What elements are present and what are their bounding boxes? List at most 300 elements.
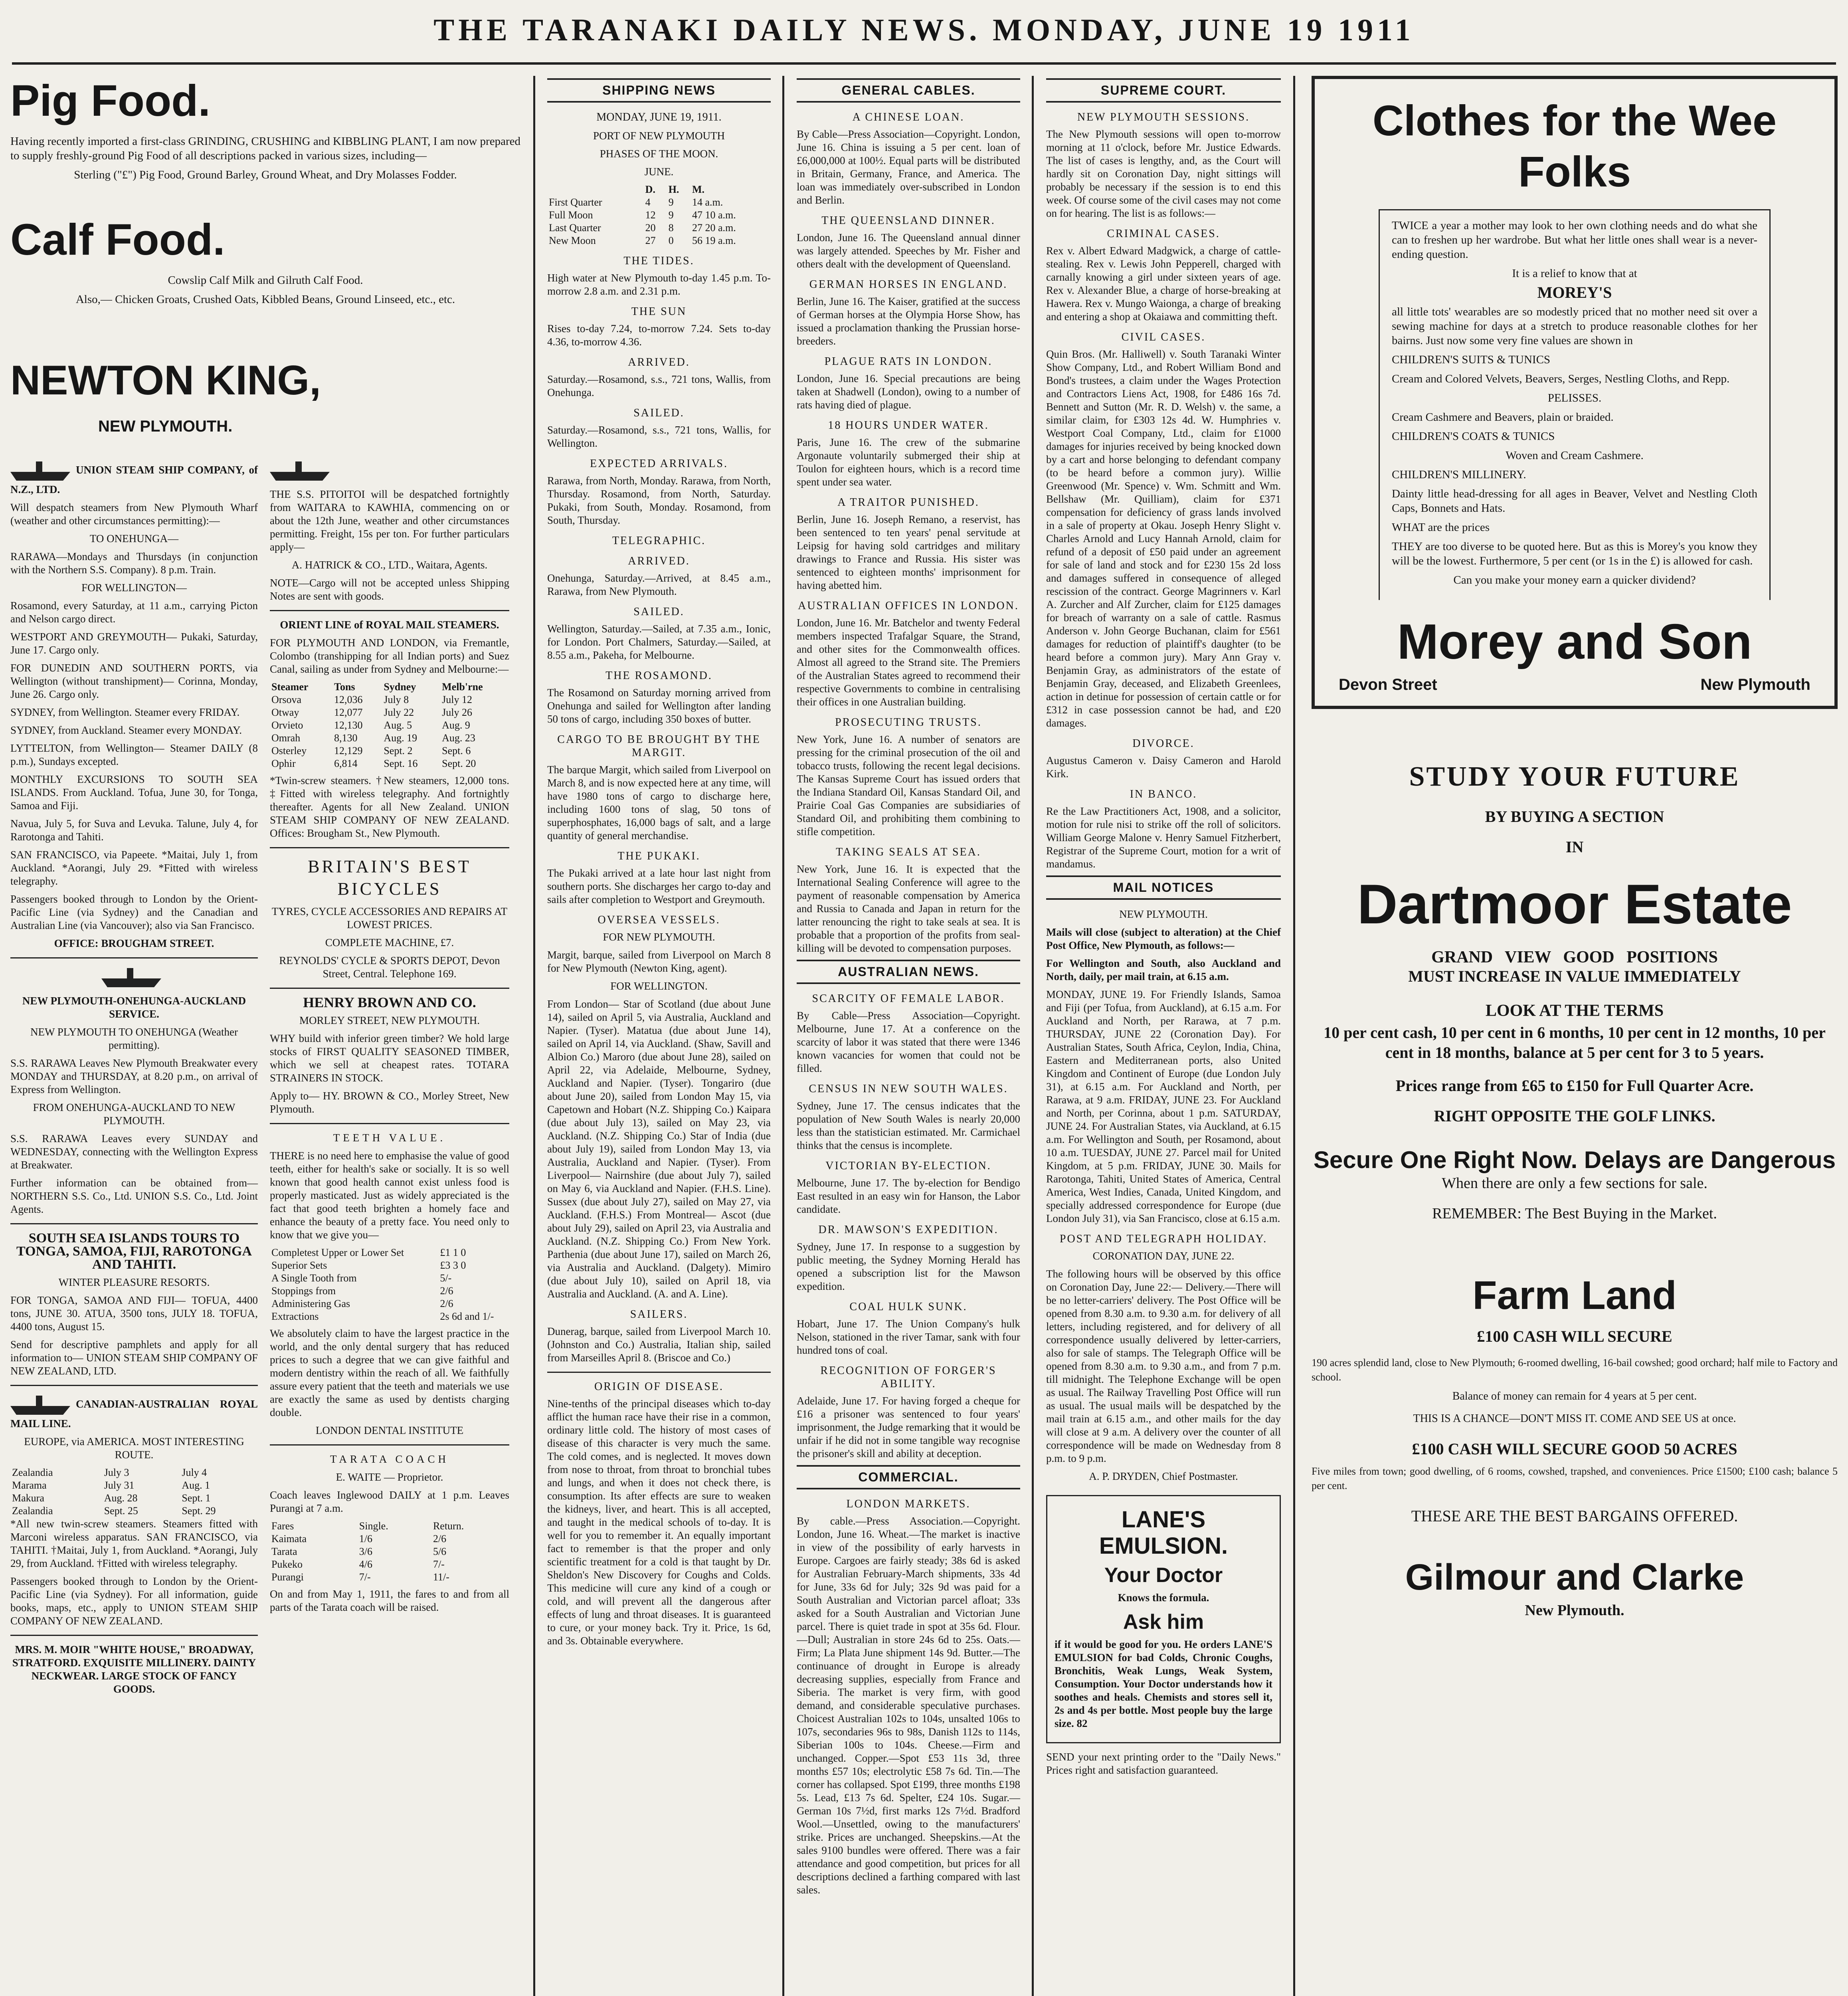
table-cell: Sept. 1 [182,1492,211,1504]
farm2-text: Five miles from town; good dwelling, of 6 rooms, cowshed, trapshed, and conveniences. Price £1500; £100 cash; balance 5 per cent. [1312,1465,1838,1491]
horses-text: Berlin, June 16. The Kaiser, gratified at the success of German horses at the Olympia Horse Show, has issued a proclamation thanking the Prussian horse-breeders. [797,295,1020,347]
scarcity-head: SCARCITY OF FEMALE LABOR. [812,992,1005,1005]
supreme-court-column [1036,76,1291,1996]
pig-food-body: Having recently imported a first-class GRINDING, CRUSHING and KIBBLING PLANT, I am now prepared to supply freshly-ground Pig Food of all descriptions packed in various sizes, including— [10,135,520,162]
expected-text: Rarawa, from North, Monday. Rarawa, from North, Thursday. Rosamond, from North, Saturday. Pukaki, from South, Monday. Rosamond, from South, Thursday. [547,475,771,526]
queensland-head: THE QUEENSLAND DINNER. [821,214,995,227]
traitor-head: A TRAITOR PUNISHED. [837,496,979,509]
arrived-text: Saturday.—Rosamond, s.s., 721 tons, Wallis, from Onehunga. [547,373,771,398]
submarine-head: 18 HOURS UNDER WATER. [828,419,989,432]
table-cell: Full Moon [549,209,593,221]
look-terms: LOOK AT THE TERMS [1485,1002,1664,1020]
relief-text: It is a relief to know that at [1512,267,1637,280]
disease-text: Nine-tenths of the principal diseases which to-day afflict the human race have their rise in a common, ordinary little cold. The history of most cases of disease of this character is very much the same. The cold comes, and is neglected. It moves down from nose to throat, from throat to bronchial tubes and lungs, and when it does not check there, is consumption. Its after effects are sure to weaken the kidneys, liver, and heart. This is all accepted, and taught in the medical schools of to-day. It is well for you to remember it. An equally important fact to remember is that the proper and only scientific treatment for a cold is that taught by Dr. Sheldon's New Discovery for Coughs and Colds. This medicine will cure any kind of a cough or cold, and will prevent all the dangerous after effects of lung and throat diseases. It is guaranteed to cure, or your money back. Try it. Price, 1s 6d, and 3s. Obtainable everywhere. [547,1398,771,1647]
table-cell: Aug. 23 [442,732,475,744]
table-cell: Stoppings from [271,1285,336,1297]
canadian-passengers: Passengers booked through to London by the Orient-Pacific Line (via Sydney). For all information, guide books, maps, etc., apply to UNION STEAM SHIP COMPANY OF NEW ZEALAND. [10,1575,258,1627]
table-cell: 3/6 [359,1546,372,1557]
table-cell: Sept. 6 [442,745,471,756]
commercial-header: COMMERCIAL. [797,1465,1020,1489]
table-cell: Sept. 2 [384,745,413,756]
teeth-row [270,1297,509,1310]
table-cell: New Moon [549,235,596,246]
teeth-body: THERE is no need here to emphasise the value of good teeth, either for health's sake or socially. It is so well known that good health cannot exist unless food is properly masticated. Just as widely appreciated is the fact that good teeth brighten a homely face and enhance the beauty of a pretty face. You need only to know that we give you— [270,1150,509,1241]
orient-row [270,732,509,745]
orient-line-body: FOR PLYMOUTH AND LONDON, via Fremantle, Colombo (transhipping for all Indian ports) and Suez Canal, sailing as under from Sydney and Melbourne:— [270,637,509,675]
table-cell: 9 [668,196,674,208]
onehunga-service-title: NEW PLYMOUTH-ONEHUNGA-AUCKLAND SERVICE. [22,995,246,1020]
table-cell: Tarata [271,1546,297,1557]
table-cell: Single. [359,1520,388,1532]
table-cell: 1/6 [359,1533,372,1545]
moreys-name: MOREY'S [1537,283,1612,301]
cash-50-acres: £100 CASH WILL SECURE GOOD 50 ACRES [1412,1440,1737,1458]
orient-table [270,681,509,770]
mawson-text: Sydney, June 17. In response to a suggestion by public meeting, the Sydney Morning Herald has opened a subscription list for the Mawson expedition. [797,1241,1020,1292]
calf-food-body: Cowslip Calf Milk and Gilruth Calf Food. [168,274,363,287]
horses-head: GERMAN HORSES IN ENGLAND. [809,278,1008,291]
lyttelton-text: LYTTELTON, from Wellington— Steamer DAILY (8 p.m.), Sundays excepted. [10,742,258,767]
canadian-body: EUROPE, via AMERICA. MOST INTERESTING ROUTE. [24,1436,244,1461]
canadian-foot: *All new twin-screw steamers. Steamers fitted with Marconi wireless apparatus. SAN FRANCISCO, via TAHITI. †Maitai, July 1, from Auckland. *Aorangi, July 29, from Auckland. †Fitted with wireless telegraphy. [10,1518,258,1569]
coach-fares [270,1520,509,1584]
column-rule [1032,76,1034,1996]
table-cell: 12,036 [334,694,363,705]
tele-sailed-head: SAILED. [633,606,685,618]
monthly-excursions: MONTHLY EXCURSIONS TO SOUTH SEA ISLANDS. From Auckland. Tofua, June 30, for Tonga, Samoa and Fiji. [10,773,258,812]
chinese-loan-head: A CHINESE LOAN. [852,111,965,123]
table-header-cell: Melb'rne [442,681,483,693]
margit-head: CARGO TO BE BROUGHT BY THE MARGIT. [557,733,761,759]
table-cell: Aug. 1 [182,1479,210,1491]
tides-text: High water at New Plymouth to-day 1.45 p.m. To-morrow 2.8 a.m. and 2.31 p.m. [547,272,771,297]
bargains-text: THESE ARE THE BEST BARGAINS OFFERED. [1411,1507,1738,1525]
table-cell: Aug. 5 [384,719,412,731]
table-cell: Return. [433,1520,464,1532]
coach-row [270,1545,509,1558]
table-cell: 2/6 [433,1533,447,1545]
canadian-row [10,1505,258,1517]
canadian-row [10,1479,258,1492]
golf-links: RIGHT OPPOSITE THE GOLF LINKS. [1434,1107,1715,1125]
general-cables-header: GENERAL CABLES. [797,78,1020,103]
table-header-cell: H. [668,184,679,195]
teeth-row [270,1246,509,1259]
masthead: THE TARANAKI DAILY NEWS. MONDAY, JUNE 19 1911 [433,12,1415,47]
table-cell: Fares [271,1520,294,1532]
britains-best-bicycles: BRITAIN'S BEST BICYCLES [308,857,471,899]
mail-intro: Mails will close (subject to alteration) at the Chief Post Office, New Plymouth, as follows:— [1046,926,1281,951]
table-cell: Aug. 19 [384,732,417,744]
offices-text: London, June 16. Mr. Batchelor and twenty Federal members inspected Trafalgar Square, the Strand, and other sites for the Commonwealth offices. Almost all agreed to the Strand site. The Premiers of the Australian States agreed to recommend their respective Governments to combine in centralising their offices in one Australian building. [797,617,1020,708]
sailers-head: SAILERS. [630,1308,688,1321]
table-cell: Last Quarter [549,222,601,234]
calf-food-also: Also,— Chicken Groats, Crushed Oats, Kibbled Beans, Ground Linseed, etc., etc. [75,293,455,306]
table-cell: 5/- [440,1272,452,1284]
canadian-title: CANADIAN-AUSTRALIAN ROYAL MAIL LINE. [10,1398,258,1430]
navua-text: Navua, July 5, for Suva and Levuka. Talune, July 4, for Rarotonga and Tahiti. [10,818,258,843]
table-cell: 27 [645,235,656,246]
gilmour-place: New Plymouth. [1525,1602,1624,1619]
table-cell: Aug. 28 [104,1492,138,1504]
table-cell: 2/6 [440,1298,453,1309]
table-cell: 12,129 [334,745,363,756]
divorce-text: Augustus Cameron v. Daisy Cameron and Harold Kirk. [1046,754,1281,780]
sydney2-text: SYDNEY, from Auckland. Steamer every MONDAY. [10,724,242,736]
steamship-icon [10,1393,70,1417]
mail-notices-header: MAIL NOTICES [1046,875,1281,900]
pig-food-list: Sterling ("£") Pig Food, Ground Barley, Ground Wheat, and Dry Molasses Fodder. [74,168,457,181]
orient-row [270,757,509,770]
disease-head: ORIGIN OF DISEASE. [594,1380,724,1393]
table-cell: Makura [12,1492,44,1504]
tele-arrived-text: Onehunga, Saturday.—Arrived, at 8.45 a.m., Rarawa, from New Plymouth. [547,572,771,597]
moon-month: JUNE. [644,166,674,178]
orient-line-title: ORIENT LINE of ROYAL MAIL STEAMERS. [280,619,499,631]
sydney-text: SYDNEY, from Wellington. Steamer every FRIDAY. [10,706,240,718]
trusts-text: New York, June 16. A number of senators are pressing for the criminal prosecution of the oil and tobacco trusts, following the recent legal decisions. The Kansas Supreme Court has issued orders that the Indiana Standard Oil, Kansas Standard Oil, and Prairie Coal Gas Companies are subsidiaries of Standard Oil, and prohibiting them combining to stifle competition. [797,733,1020,838]
scarcity-text: By Cable—Press Association—Copyright. Melbourne, June 17. At a conference on the scarcity of labor it was stated that there were 1346 known vacancies for women that could not be filled. [797,1010,1020,1074]
coal-hulk-head: COAL HULK SUNK. [849,1301,968,1313]
table-cell: 56 19 a.m. [692,235,736,246]
teeth-prices [270,1246,509,1323]
canadian-row [10,1466,258,1479]
table-cell: Sept. 16 [384,758,418,769]
coach-proprietor: E. WAITE — Proprietor. [336,1471,443,1483]
orient-row [270,706,509,719]
remember-text: REMEMBER: The Best Buying in the Market. [1432,1205,1717,1222]
few-sections: When there are only a few sections for sale. [1442,1175,1708,1192]
henry-brown-apply: Apply to— HY. BROWN & CO., Morley Street, New Plymouth. [270,1090,509,1115]
coats-head: CHILDREN'S COATS & TUNICS [1392,430,1555,443]
victorian-text: Melbourne, June 17. The by-election for Bendigo East resulted in an easy win for Hanson, the Labor candidate. [797,1177,1020,1215]
chance-text: THIS IS A CHANCE—DON'T MISS IT. COME AND SEE US at once. [1413,1412,1736,1425]
table-cell: 9 [668,209,674,221]
from-onehunga: FROM ONEHUNGA-AUCKLAND TO NEW PLYMOUTH. [33,1101,235,1127]
tele-sailed-text: Wellington, Saturday.—Sailed, at 7.35 a.m., Ionic, for London. Port Chalmers, Saturday.—Sailed, at 8.55 a.m., Pakeha, for Melbourne. [547,623,771,661]
dartmoor-estate: Dartmoor Estate [1357,873,1792,935]
table-cell: Omrah [271,732,301,744]
table-cell: Zealandia [12,1467,53,1478]
mail-place: NEW PLYMOUTH. [1119,908,1208,920]
civil-text: Quin Bros. (Mr. Halliwell) v. South Taranaki Winter Show Company, Ltd., and Robert William Bond and Bond's trustees, a claim under the Wages Protection and Contractors Liens Act, 1908, for £486 16s 7d. Bennett and Sutton (Mr. R. D. Welsh) v. the same, a similar claim, for £303 12s 4d. W. Humphries v. Westport Coal Company, Ltd., claim for £1000 damages for injuries received by being knocked down by a cart and horse belonging to defendant company (to be heard before a common jury). Willie Greenwood (Mr. Spence) v. Wm. Schmitt and Wm. Bellshaw (Mr. Quilliam), claim for £371 compensation for deficiency of grass lands involved in a sale of property at Okau. Joseph Henry Slight v. Charles Arnold and Lucy Hannah Arnold, claim for refund of a deposit of £50 paid under an agreement for sale of land and stock and for £230 15s 2d loss and damages suffered in consequence of alleged rescission of the contract. George Magrinners v. Karl A. Zurcher and Alf Zurcher, claim for £125 damages for breach of warranty on a sale of cattle. Rasmus Anderson v. John George Buchanan, claim for £561 damages for reduction of plaintiff's daughter (to be heard before a common jury). Mary Ann Gray v. Benjamin Gray, as administrators of the estate of Benjamin Gray, deceased, and Elizabeth Greenlees, action in detinue for possession of certain cattle or for £312 in case possession cannot be had, and £20 damages. [1046,348,1281,729]
table-cell: July 12 [442,694,472,705]
teeth-row [270,1285,509,1297]
millinery-text: Dainty little head-dressing for all ages in Beaver, Velvet and Nestling Cloth Caps, Bonnets and Hats. [1392,487,1757,515]
tonga-list: FOR TONGA, SAMOA AND FIJI— TOFUA, 4400 tons, JUNE 30. ATUA, 3500 tons, JULY 18. TOFUA, 4400 tons, August 15. [10,1294,258,1333]
balance-text: Balance of money can remain for 4 years at 5 per cent. [1452,1390,1697,1402]
table-cell: Kaimata [271,1533,307,1545]
office-text: OFFICE: BROUGHAM STREET. [54,937,214,949]
table-cell: 20 [645,222,656,234]
pelisses-text: Cream Cashmere and Beavers, plain or braided. [1392,411,1614,424]
census-head: CENSUS IN NEW SOUTH WALES. [809,1083,1008,1095]
send-printing: SEND your next printing order to the "Daily News." Prices right and satisfaction guaranteed. [1046,1751,1281,1776]
waitara-orient-ads [270,459,509,1701]
column-rule [1293,76,1295,1996]
banco-text: Re the Law Practitioners Act, 1908, and a solicitor, motion for rule nisi to strike off the roll of solicitors. William George Malone v. Henry Samuel Fitzherbert, Registrar of the Supreme Court, motion for a writ of mandamus. [1046,805,1281,870]
table-cell: Orsova [271,694,302,705]
australian-news-header: AUSTRALIAN NEWS. [797,960,1020,984]
table-cell: Pukeko [271,1558,303,1570]
orient-row [270,693,509,706]
sailed-head: SAILED. [633,407,685,419]
table-cell: 12,130 [334,719,363,731]
oversea-head: OVERSEA VESSELS. [598,914,720,926]
arrived-head: ARRIVED. [628,356,690,368]
coach-row [270,1520,509,1533]
table-cell: 8,130 [334,732,358,744]
canadian-row [10,1492,258,1505]
table-cell: July 8 [384,694,409,705]
prices-head: WHAT are the prices [1392,521,1490,534]
table-header-cell: Sydney [384,681,416,693]
teeth-row [270,1272,509,1285]
farm-land-ad [1312,1273,1838,1618]
shipping-ads-row [10,459,520,1701]
table-cell: 5/6 [433,1546,447,1557]
submarine-text: Paris, June 16. The crew of the submarine Argonaute voluntarily submerged their ship at Toulon for eighteen hours, which is a record time spent under sea water. [797,436,1020,488]
rosamond-head: THE ROSAMOND. [605,669,712,682]
further-info: Further information can be obtained from— NORTHERN S.S. Co., Ltd. UNION S.S. Co., Ltd. Joint Agents. [10,1177,258,1215]
lanes-ask: Ask him [1123,1610,1204,1634]
coach-foot: On and from May 1, 1911, the fares to and from all parts of the Tarata coach will be raised. [270,1588,509,1613]
prices-range: Prices range from £65 to £150 for Full Quarter Acre. [1395,1077,1754,1095]
moon-row [547,234,771,247]
table-cell: Extractions [271,1311,319,1322]
in-word: IN [1565,838,1584,856]
table-cell: 11/- [433,1571,449,1583]
table-cell: Zealandia [12,1505,53,1517]
table-cell: 0 [668,235,674,246]
criminal-head: CRIMINAL CASES. [1107,228,1220,240]
table-cell: Sept. 29 [182,1505,216,1517]
table-cell: 7/- [433,1558,445,1570]
sanfran-text: SAN FRANCISCO, via Papeete. *Maitai, July 1, from Auckland. *Aorangi, July 29. *Fitted with wireless telegraphy. [10,849,258,887]
plague-text: London, June 16. Special precautions are being taken at Shadwell (London), owing to a number of rats having died of plague. [797,372,1020,411]
for-wellington-head: FOR WELLINGTON. [610,980,708,992]
orient-row [270,745,509,757]
henry-brown-body: WHY build with inferior green timber? We hold large stocks of FIRST QUALITY SEASONED TIMBER, which we sell at cheapest rates. TOTARA STRAINERS IN STOCK. [270,1032,509,1084]
complete-machine: COMPLETE MACHINE, £7. [325,937,454,948]
clothes-intro: TWICE a year a mother may look to her own clothing needs and do what she can to freshen up her wardrobe. But what her little ones shall wear is a never-ending question. [1392,219,1757,261]
post-holiday-head: POST AND TELEGRAPH HOLIDAY. [1059,1233,1268,1245]
steamship-icon [10,459,70,483]
sun-head: THE SUN [631,305,687,318]
calf-food-title: Calf Food. [10,215,225,264]
cash-100-secure: £100 CASH WILL SECURE [1477,1327,1672,1345]
banco-head: IN BANCO. [1130,788,1197,800]
coach-row [270,1558,509,1571]
sessions-text: The New Plymouth sessions will open to-morrow morning at 11 o'clock, before Mr. Justice Edwards. The list of cases is lengthy, and, as the Court will hardly sit on Coronation Day, night sittings will probably be necessary if the session is to end this week. Of course some of the civil cases may not come on for hearing. The list is as follows:— [1046,128,1281,219]
moon-row [547,196,771,209]
coats-text: Woven and Cream Cashmere. [1506,449,1644,462]
henry-brown-ad [270,996,509,1116]
markets-head: LONDON MARKETS. [846,1498,971,1510]
table-cell: Marama [12,1479,47,1491]
buying-section: BY BUYING A SECTION [1485,808,1664,826]
lanes-title: LANE'S EMULSION. [1099,1507,1228,1559]
for-np-head: FOR NEW PLYMOUTH. [603,931,715,943]
table-cell: July 4 [182,1467,207,1478]
moon-phases-head: PHASES OF THE MOON. [600,148,718,160]
forger-head: RECOGNITION OF FORGER'S ABILITY. [820,1364,997,1390]
display-ads-column [1301,76,1848,1996]
orient-row [270,719,509,732]
masthead-rule [12,62,1836,65]
tides-head: THE TIDES. [623,255,694,267]
table-cell: £3 3 0 [440,1259,466,1271]
farm1-text: 190 acres splendid land, close to New Plymouth; 6-roomed dwelling, 16-bail cowshed; good orchard; half mile to Factory and school. [1312,1357,1838,1383]
port-title: PORT OF NEW PLYMOUTH [593,130,725,142]
table-cell: 6,814 [334,758,358,769]
table-header-cell: M. [692,184,705,195]
table-cell: Orvieto [271,719,303,731]
table-cell: Purangi [271,1571,304,1583]
teeth-row [270,1259,509,1272]
criminal-text: Rex v. Albert Edward Madgwick, a charge of cattle-stealing. Rex v. Lewis John Pepperell, charged with carnally knowing a girl under sixteen years of age. Rex v. Alexander Blue, a charge of horse-breaking at Hawera. Rex v. Mungo Waionga, a charge of breaking and entering a shop at Okaiawa and committing theft. [1046,245,1281,323]
mail-daily: For Wellington and South, also Auckland and North, daily, per mail train, at 6.15 a.m. [1046,957,1281,982]
gilmour-clarke: Gilmour and Clarke [1405,1557,1744,1598]
table-cell: July 31 [104,1479,135,1491]
morey-inner-box [1379,209,1771,600]
postmaster-signature: A. P. DRYDEN, Chief Postmaster. [1089,1470,1238,1482]
hatrick-agents: A. HATRICK & CO., LTD., Waitara, Agents. [291,559,488,571]
pukaki-text: The Pukaki arrived at a late hour last night from southern ports. She discharges her cargo to-day and sails after completion to Westport and Greymouth. [547,867,771,905]
lanes-knows: Knows the formula. [1118,1592,1209,1604]
table-cell: £1 1 0 [440,1247,466,1258]
table-cell: 14 a.m. [692,196,723,208]
table-header-cell: Tons [334,681,355,693]
civil-head: CIVIL CASES. [1121,331,1206,343]
pig-food-title: Pig Food. [10,76,211,125]
seals-head: TAKING SEALS AT SEA. [836,846,981,858]
henry-brown-address: MORLEY STREET, NEW PLYMOUTH. [299,1014,480,1026]
offices-head: AUSTRALIAN OFFICES IN LONDON. [798,600,1019,612]
mail-days: MONDAY, JUNE 19. For Friendly Islands, Samoa and Fiji (per Tofua, from Auckland), at 6.15 a.m. For Auckland and North, per Rarawa, at 7 p.m. THURSDAY, JUNE 22 (Coronation Day). For Australian States, South Africa, Ceylon, India, China, Eastern and Mediterranean ports, also United Kingdom and Continent of Europe (due London July 31), at 6.15 a.m. For Auckland and North, per Rarawa, at 9 a.m. FRIDAY, JUNE 23. For Auckland and North, per Corinna, about 1 p.m. SATURDAY, JUNE 24. For Australian States, via Auckland, at 6.15 a.m. For Wellington and South, per Rosamond, about 10 a.m. TUESDAY, JUNE 27. Parcel mail for United Kingdom, at 5 p.m. FRIDAY, JUNE 30. Mails for Rarotonga, Tahiti, United States of America, Central America, West Indies, Canada, United Kingdom, and specially addressed correspondence for Europe (due London July 31), via San Francisco, close at 6.15 a.m. [1046,988,1281,1224]
advertisements-column [0,76,531,1996]
table-cell: 2/6 [440,1285,453,1297]
table-cell: Superior Sets [271,1259,327,1271]
rosamond-text: The Rosamond on Saturday morning arrived from Onehunga and sailed for Wellington after landing 50 tons of cargo, including 350 boxes of butter. [547,687,771,725]
telegraphic-head: TELEGRAPHIC. [612,535,706,547]
table-cell: Sept. 25 [104,1505,138,1517]
table-cell: Ophir [271,758,296,769]
table-header-cell: D. [645,184,655,195]
pelisses-head: PELISSES. [1547,392,1602,404]
moon-table [547,183,771,247]
secure-now: Secure One Right Now. Delays are Dangerous [1313,1147,1836,1173]
cargo-note: NOTE—Cargo will not be accepted unless Shipping Notes are sent with goods. [270,577,509,602]
dunedin-text: FOR DUNEDIN AND SOUTHERN PORTS, via Wellington (without transhipment)— Corinna, Monday, June 26. Cargo only. [10,662,258,700]
sessions-head: NEW PLYMOUTH SESSIONS. [1077,111,1250,123]
table-cell: A Single Tooth from [271,1272,357,1284]
markets-text: By cable.—Press Association.—Copyright. London, June 16. Wheat.—The market is inactive in view of the possibility of early harvests in Europe. Cargoes are fairly steady; 38s 6d is asked for Australian February-March shipments, 33s 4d for June, 33s 6d for July; 32s 9d was paid for a South Australian and Victorian parcel afloat; 33s asked for a South Australian and Victorian June parcel. There is quiet trade in spot at 35s 6d. Flour.—Dull; Australian in store 24s 6d to 25s. Oats.—Firm; La Plata June shipment 14s 9d. Butter.—The continuance of drought in Europe is already decreasing supplies, especially from France and Siberia. The market is very firm, with good demand, and considerable speculative purchases. Choicest Australian 102s to 104s, unsalted 106s to 107s, secondaries 96s to 98s, Danish 112s to 114s, Siberian 100s to 104s. Cheese.—Firm and unchanged. Copper.—Spot £53 11s 3d, three months £57 10s; electrolytic £58 7s 6d. Tin.—The corner has collapsed. Spot £199, three months £198 5s. Lead, £13 7s 6d. Spelter, £24 10s. Sugar.—German 10s 7½d, first marks 12s 7½d. Bradford Wool.—Unsettled, owing to the manufacturers' strike. Prices are unchanged. Sheepskins.—At the sales 9100 bundles were offered. There was a fair attendance and good competition, but prices for all descriptions declined a farthing compared with last sales. [797,1515,1020,1896]
for-wellington-text: From London— Star of Scotland (due about June 14), sailed on April 5, via Australia, Auckland and Napier. (Tyser). Matatua (due about June 14), sailed on April 14, via Auckland. (Shaw, Savill and Albion Co.) Maroro (due about June 28), sailed on April 22, via Adelaide, Melbourne, Sydney, Auckland and Napier. (Tyser). Tongariro (due about June 20), sailed from London May 15, via Capetown and Hobart (N.Z. Shipping Co.) Kaipara (due about July 13), sailed on May 23, via Auckland. (N.Z. Shipping Co.) Star of India (due about July 19), sailed from London May 13, via Australia, Auckland and Napier. (Tyser). From Liverpool— Nairnshire (due about July 7), sailed on May 6, via Auckland and Napier. (F.H.S. Line). Sussex (due about July 27), sailed on May 27, via Auckland. (F.H.S.) From Montreal— Ascot (due about July 29), sailed on April 23, via Australia and Auckland. (N.Z. Shipping Co.) From New York. Parthenia (due about June 17), sailed on March 26, via Australia and Auckland. (Dalgety). Mimiro (due about July 10), sailed on April 18, via Australia and Auckland. (A. and A. Line). [547,998,771,1300]
prices-text: THEY are too diverse to be quoted here. But as this is Morey's you know they will be the lowest. Furthermore, 5 per cent (or 1s in the £) is allowed for cash. [1392,540,1757,567]
column-rule [782,76,784,1996]
steamship-icon [270,459,330,483]
canadian-table [10,1466,258,1517]
london-dental-institute: LONDON DENTAL INSTITUTE [315,1424,464,1436]
westport-text: WESTPORT AND GREYMOUTH— Pukaki, Saturday, June 17. Cargo only. [10,631,258,656]
must-increase: MUST INCREASE IN VALUE IMMEDIATELY [1408,967,1741,985]
table-cell: 27 20 a.m. [692,222,736,234]
queensland-text: London, June 16. The Queensland annual dinner was largely attended. Speeches by Mr. Fisher and others dealt with the development of Queensland. [797,232,1020,270]
margit-text: The barque Margit, which sailed from Liverpool on March 8, and is now expected here at any time, will have 1980 tons of cargo to discharge here, including 1600 tons of slag, 50 tons of superphosphates, 16,000 bags of salt, and a large quantity of general merchandise. [547,764,771,842]
pitoitoi-text: THE S.S. PITOITOI will be despatched fortnightly from WAITARA to KAWHIA, commencing on or about the 12th June, weather and other circumstances permitting. Freight, 15s per ton. For further particulars apply— [270,488,509,553]
send-pamphlets: Send for descriptive pamphlets and apply for all information to— UNION STEAM SHIP COMPANY OF NEW ZEALAND, LTD. [10,1339,258,1377]
winter-resorts: WINTER PLEASURE RESORTS. [58,1276,210,1288]
general-cables-column [786,76,1031,1996]
steamship-icon [101,966,161,990]
to-onehunga-head: TO ONEHUNGA— [89,533,179,545]
chinese-loan-text: By Cable—Press Association—Copyright. London, June 16. China is issuing a 5 per cent. loan of £6,000,000 at 100½. Equal parts will be distributed in Britain, Germany, France, and America. The loan was immediately over-subscribed in London and Berlin. [797,128,1020,206]
union-steam-title: UNION STEAM SHIP COMPANY, of N.Z., LTD. [10,464,258,495]
terms-text: 10 per cent cash, 10 per cent in 6 months, 10 per cent in 12 months, 10 per cent in 18 months, balance at 5 per cent for 3 to 5 years. [1324,1024,1826,1061]
expected-head: EXPECTED ARRIVALS. [590,457,728,470]
table-cell: July 22 [384,707,414,718]
quicker-text: Can you make your money earn a quicker dividend? [1453,574,1696,586]
coal-hulk-text: Hobart, June 17. The Union Company's hulk Nelson, stationed in the river Tamar, sank with four hundred tons of coal. [797,1318,1020,1356]
morey-ad [1312,76,1838,709]
table-cell: 2s 6d and 1/- [440,1311,494,1322]
morey-and-son: Morey and Son [1397,614,1752,669]
sailed-text: Saturday.—Rosamond, s.s., 721 tons, Wallis, for Wellington. [547,424,771,449]
tyres-text: TYRES, CYCLE ACCESSORIES AND REPAIRS AT LOWEST PRICES. [271,905,508,931]
union-steam-ad [10,459,258,1701]
study-future: STUDY YOUR FUTURE [1409,761,1740,792]
south-sea-title: SOUTH SEA ISLANDS TOURS TO TONGA, SAMOA, FIJI, RAROTONGA AND TAHITI. [16,1231,252,1272]
traitor-text: Berlin, June 16. Joseph Remano, a reservist, has been sentenced to ten years' penal servitude at Leipsig for having sold cartridges and military drawings to France and Russia. His sister was sentenced to eighteen months' imprisonment for having abetted him. [797,513,1020,591]
lanes-emulsion-ad [1046,1495,1281,1743]
table-cell: 12 [645,209,656,221]
tele-arrived-head: ARRIVED. [628,555,690,567]
table-cell: Aug. 9 [442,719,470,731]
coach-body: Coach leaves Inglewood DAILY at 1 p.m. Leaves Purangi at 7 a.m. [270,1489,509,1514]
table-cell: 7/- [359,1571,371,1583]
table-cell: Osterley [271,745,307,756]
table-header-cell [547,183,644,196]
teeth-foot: We absolutely claim to have the largest practice in the world, and the only dental surgery that has reduced prices to such a degree that we can give faithful and modern dentistry within the reach of all. We faithfully assure every patient that the teeth and materials we use are exactly the same as used by dentists charging double. [270,1327,509,1418]
coach-row [270,1533,509,1545]
table-cell: Sept. 20 [442,758,476,769]
table-cell: 4/6 [359,1558,372,1570]
table-cell: Completest Upper or Lower Set [271,1247,404,1258]
for-np-text: Margit, barque, sailed from Liverpool on March 8 for New Plymouth (Newton King, agent). [547,949,771,974]
table-cell: 8 [668,222,674,234]
tarata-coach-ad [270,1453,509,1614]
pukaki-head: THE PUKAKI. [617,850,700,862]
lanes-doctor: Your Doctor [1104,1564,1223,1587]
pig-food-ad [10,76,520,182]
farm-land-title: Farm Land [1472,1273,1677,1318]
holiday-text: The following hours will be observed by this office on Coronation Day, June 22:— Delivery.—There will be no letter-carriers' delivery. The Post Office will be opened from 8.30 a.m. to 9.30 a.m. for delivery of all letters, including registered, and for delivery of all correspondence usually delivered by letter-carriers, also for sale of stamps. The Telegraph Office will be opened from 8.30 a.m. to 9.30 a.m., and from 7 p.m. till midnight. The Telephone Exchange will be open as usual. The Railway Travelling Post Office will run as usual. The usual mails will be despatched by the mail train at 6.15 a.m., and other mails for the day will close at 9 a.m. A delivery over the counter of all correspondence will be made on Wednesday from 8 p.m. to 9 p.m. [1046,1268,1281,1464]
lanes-body: if it would be good for you. He orders LANE'S EMULSION for bad Colds, Chronic Coughs, Bronchitis, Weak Lungs, Weak System, Consumption. Your Doctor understands how it soothes and heals. Chemists and stores sell it, 2s and 4s per bottle. Most people buy the large size. 82 [1055,1638,1272,1729]
dartmoor-ad [1312,761,1838,1222]
union-steam-body: Will despatch steamers from New Plymouth Wharf (weather and other circumstances permitting):— [10,501,258,527]
table-cell: Administering Gas [271,1298,350,1309]
shipping-date: MONDAY, JUNE 19, 1911. [596,111,722,123]
table-cell: First Quarter [549,196,602,208]
coach-row [270,1571,509,1584]
rarawa-text: S.S. RARAWA Leaves New Plymouth Breakwater every MONDAY and THURSDAY, at 8.20 p.m., on arrival of Express from Wellington. [10,1057,258,1095]
passengers-text: Passengers booked through to London by the Orient-Pacific Line (via Sydney) and the Canadian and Australian Line (via Vancouver); also via San Francisco. [10,893,258,931]
newton-king-title: NEWTON KING, [10,357,321,404]
clothes-body: all little tots' wearables are so modestly priced that no mother need sit over a sewing machine for days at a stretch to produce reasonable clothes for her bairns. Just now some very fine values are shown in [1392,305,1757,347]
newton-king-place: NEW PLYMOUTH. [98,418,233,435]
sun-text: Rises to-day 7.24, to-morrow 7.24. Sets to-day 4.36, to-morrow 4.36. [547,323,771,348]
